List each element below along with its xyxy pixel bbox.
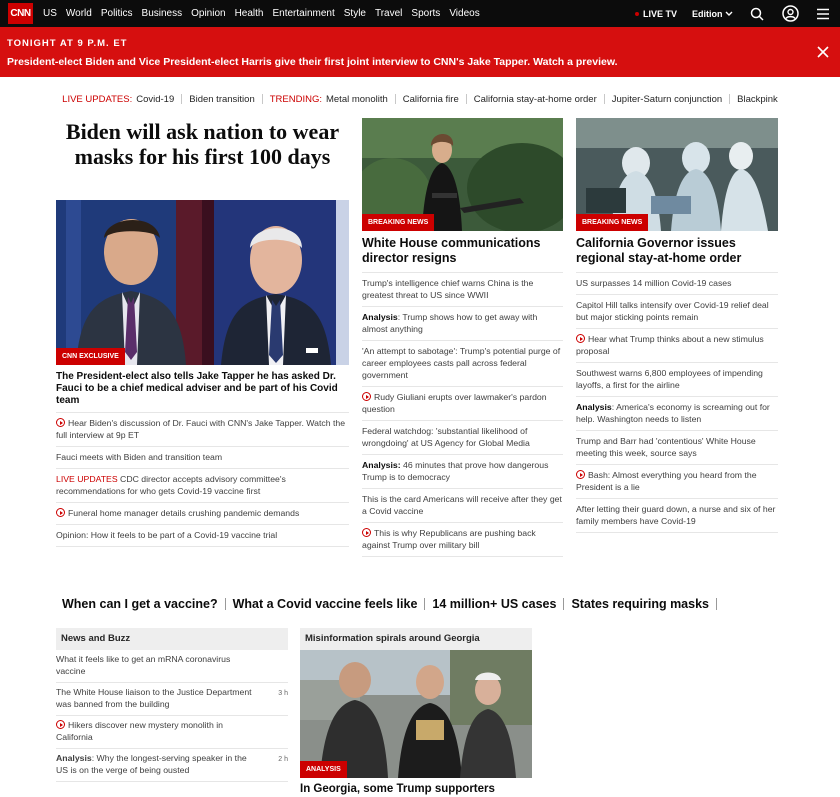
story-text: 'An attempt to sabotage': Trump's potential purge of career employees casts pall across federal government — [362, 346, 561, 380]
story-text: This is why Republicans are pushing back against Trump over military bill — [362, 528, 536, 550]
story-link[interactable] — [362, 307, 563, 341]
story-text: Bash: Almost everything you heard from the President is a lie — [576, 470, 757, 492]
news-buzz-item[interactable] — [56, 650, 288, 683]
story-text: Southwest warns 6,800 employees of impending layoffs, a first for the airline — [576, 368, 763, 390]
california-image[interactable] — [576, 118, 778, 231]
story-link[interactable] — [56, 413, 349, 447]
news-buzz-text — [56, 752, 270, 776]
story-text: Federal watchdog: 'substantial likelihood of wrongdoing' at US Agency for Global Media — [362, 426, 530, 448]
play-icon — [56, 418, 65, 427]
play-icon — [576, 470, 585, 479]
story-link[interactable] — [362, 455, 563, 489]
story-text: : Trump shows how to get away with almost anything — [362, 312, 538, 334]
story-text: CDC director accepts advisory committee's recommendations for who gets Covid-19 vaccine first — [56, 474, 286, 496]
nav-link-style[interactable]: Style — [343, 8, 366, 19]
lead-column — [56, 118, 349, 547]
story-link[interactable] — [56, 503, 349, 525]
divider — [716, 598, 717, 610]
story-link[interactable] — [362, 421, 563, 455]
story-link[interactable] — [576, 499, 778, 533]
close-icon[interactable] — [816, 45, 830, 59]
cnn-logo[interactable]: CNN — [8, 3, 33, 24]
play-icon — [56, 720, 65, 729]
divider — [225, 598, 226, 610]
breaking-news-badge: BREAKING NEWS — [576, 214, 648, 231]
story-link[interactable] — [362, 387, 563, 421]
live-update-link[interactable]: Covid-19 — [136, 93, 175, 105]
story-text: : America's economy is screaming out for help. Washington needs to listen — [576, 402, 770, 424]
topic-tags — [56, 594, 778, 614]
news-buzz-item[interactable] — [56, 716, 288, 749]
story-text: Opinion: How it feels to be part of a Covid-19 vaccine trial — [56, 530, 278, 540]
nav-link-politics[interactable]: Politics — [100, 8, 133, 19]
story-link[interactable] — [56, 525, 349, 547]
banner-kicker: TONIGHT AT 9 P.M. ET — [7, 38, 128, 49]
whitehouse-image[interactable] — [362, 118, 563, 231]
live-tv-label: LIVE TV — [642, 8, 677, 19]
story-text: Trump and Barr had 'contentious' White House meeting this week, source says — [576, 436, 756, 458]
story-text: 46 minutes that prove how dangerous Trump is to democracy — [362, 460, 549, 482]
nav-link-opinion[interactable]: Opinion — [191, 8, 226, 19]
breaking-news-badge: BREAKING NEWS — [362, 214, 434, 231]
interview-photo — [56, 200, 349, 365]
nav-link-travel[interactable]: Travel — [374, 8, 403, 19]
timestamp: 3 h — [278, 690, 288, 697]
divider — [395, 94, 396, 104]
story-text: : Why the longest-serving speaker in the US is on the verge of being ousted — [56, 753, 247, 775]
lead-headline[interactable]: Biden will ask nation to wear masks for his first 100 days — [65, 119, 340, 169]
breaking-banner[interactable] — [0, 27, 840, 77]
story-link[interactable] — [576, 273, 778, 295]
analysis-tag: Analysis — [362, 312, 398, 322]
trending-link[interactable]: California fire — [402, 93, 459, 105]
analysis-tag: Analysis — [56, 753, 92, 763]
story-link[interactable] — [362, 523, 563, 557]
news-buzz-item[interactable] — [56, 749, 288, 782]
timestamp: 2 h — [278, 756, 288, 763]
top-nav — [0, 0, 840, 27]
misinformation-title: Misinformation spirals around Georgia — [300, 628, 532, 650]
lead-summary[interactable]: The President-elect also tells Jake Tapper he has asked Dr. Fauci to be a chief medical adviser and be part of his Covid team — [56, 371, 349, 413]
news-buzz-text — [56, 686, 270, 710]
divider — [563, 598, 564, 610]
story-text: Hear Biden's discussion of Dr. Fauci with CNN's Jake Tapper. Watch the full interview at 9p ET — [56, 418, 346, 440]
news-and-buzz-title: News and Buzz — [56, 628, 288, 650]
topic-tag-link[interactable]: 14 million+ US cases — [432, 597, 557, 611]
live-updates-tag: LIVE UPDATES — [56, 474, 118, 484]
nav-links — [43, 8, 480, 19]
story-link[interactable] — [362, 489, 563, 523]
story-link[interactable] — [576, 329, 778, 363]
misinformation-section — [300, 628, 532, 797]
live-updates-label: LIVE UPDATES: — [62, 93, 133, 105]
live-tv-link[interactable] — [635, 9, 677, 19]
story-link[interactable] — [362, 341, 563, 387]
timestamp — [270, 719, 288, 743]
topic-tag-link[interactable]: When can I get a vaccine? — [62, 597, 218, 611]
story-text: Hikers discover new mystery monolith in California — [56, 720, 223, 742]
analysis-tag: Analysis — [576, 402, 612, 412]
nav-right — [635, 5, 832, 23]
story-text: Fauci meets with Biden and transition team — [56, 452, 223, 462]
nav-link-business[interactable]: Business — [141, 8, 183, 19]
story-text: Rudy Giuliani erupts over lawmaker's pardon question — [362, 392, 547, 414]
main-grid — [56, 118, 778, 578]
lower-section — [56, 594, 778, 795]
divider — [729, 94, 730, 104]
second-column — [362, 118, 563, 557]
story-link[interactable] — [576, 397, 778, 431]
misinformation-headline[interactable]: In Georgia, some Trump supporters — [300, 783, 495, 795]
nav-link-world[interactable]: World — [65, 8, 92, 19]
story-link[interactable] — [56, 447, 349, 469]
story-text: What it feels like to get an mRNA coronavirus vaccine — [56, 654, 231, 676]
trending-link[interactable]: California stay-at-home order — [473, 93, 597, 105]
divider — [424, 598, 425, 610]
georgia-protest-photo — [300, 650, 532, 778]
story-text: This is the card Americans will receive after they get a Covid vaccine — [362, 494, 562, 516]
play-icon — [362, 392, 371, 401]
story-text: After letting their guard down, a nurse and six of her family members have Covid-19 — [576, 504, 776, 526]
trending-link[interactable]: Jupiter-Saturn conjunction — [611, 93, 723, 105]
story-link[interactable] — [576, 431, 778, 465]
edition-menu[interactable] — [692, 9, 733, 19]
nav-link-us[interactable]: US — [43, 8, 57, 19]
story-link[interactable] — [56, 469, 349, 503]
lead-story-list — [56, 413, 349, 547]
story-link[interactable] — [576, 465, 778, 499]
divider — [181, 94, 182, 104]
account-icon[interactable] — [781, 5, 799, 23]
live-dot-icon — [635, 12, 639, 16]
second-story-list — [362, 273, 563, 557]
edition-label: Edition — [691, 8, 723, 19]
banner-headline[interactable]: President-elect Biden and Vice President-elect Harris give their first joint interview to CNN's Jake Tapper. Watch a preview. — [7, 56, 618, 68]
trending-label: TRENDING: — [269, 93, 322, 105]
topic-tag-link[interactable]: States requiring masks — [571, 597, 709, 611]
news-and-buzz — [56, 628, 288, 782]
timestamp — [270, 653, 288, 677]
story-text: Capitol Hill talks intensify over Covid-19 relief deal but major sticking points remain — [576, 300, 769, 322]
trending-link[interactable]: Metal monolith — [325, 93, 388, 105]
live-update-link[interactable]: Biden transition — [189, 93, 255, 105]
story-link[interactable] — [362, 273, 563, 307]
third-story-list — [576, 273, 778, 533]
divider — [604, 94, 605, 104]
news-buzz-item[interactable] — [56, 683, 288, 716]
menu-icon[interactable] — [814, 5, 832, 23]
play-icon — [362, 528, 371, 537]
story-text: Hear what Trump thinks about a new stimulus proposal — [576, 334, 764, 356]
topic-tag-link[interactable]: What a Covid vaccine feels like — [232, 597, 418, 611]
chevron-down-icon — [725, 11, 733, 17]
story-text: US surpasses 14 million Covid-19 cases — [576, 278, 732, 288]
news-buzz-text — [56, 653, 270, 677]
search-icon[interactable] — [748, 5, 766, 23]
play-icon — [56, 508, 65, 517]
news-and-buzz-list — [56, 650, 288, 782]
lead-image[interactable] — [56, 200, 349, 365]
analysis-badge: ANALYSIS — [300, 761, 347, 778]
trending-link[interactable]: Blackpink — [737, 93, 778, 105]
nav-link-entertainment[interactable]: Entertainment — [272, 8, 335, 19]
divider — [262, 94, 263, 104]
news-buzz-text — [56, 719, 270, 743]
nav-link-videos[interactable]: Videos — [449, 8, 480, 19]
misinformation-image[interactable] — [300, 650, 532, 778]
nav-link-health[interactable]: Health — [234, 8, 264, 19]
divider — [466, 94, 467, 104]
california-headline[interactable]: California Governor issues regional stay-at-home order — [576, 236, 778, 273]
cnn-exclusive-badge: CNN EXCLUSIVE — [56, 348, 125, 365]
story-text: Funeral home manager details crushing pandemic demands — [68, 508, 300, 518]
nav-link-sports[interactable]: Sports — [411, 8, 441, 19]
story-text: The White House liaison to the Justice Department was banned from the building — [56, 687, 252, 709]
trending-bar — [0, 77, 840, 119]
play-icon — [576, 334, 585, 343]
story-link[interactable] — [576, 295, 778, 329]
third-column — [576, 118, 778, 533]
analysis-tag: Analysis: — [362, 460, 401, 470]
whitehouse-headline[interactable]: White House communications director resigns — [362, 236, 563, 273]
story-text: Trump's intelligence chief warns China is the greatest threat to US since WWII — [362, 278, 534, 300]
story-link[interactable] — [576, 363, 778, 397]
